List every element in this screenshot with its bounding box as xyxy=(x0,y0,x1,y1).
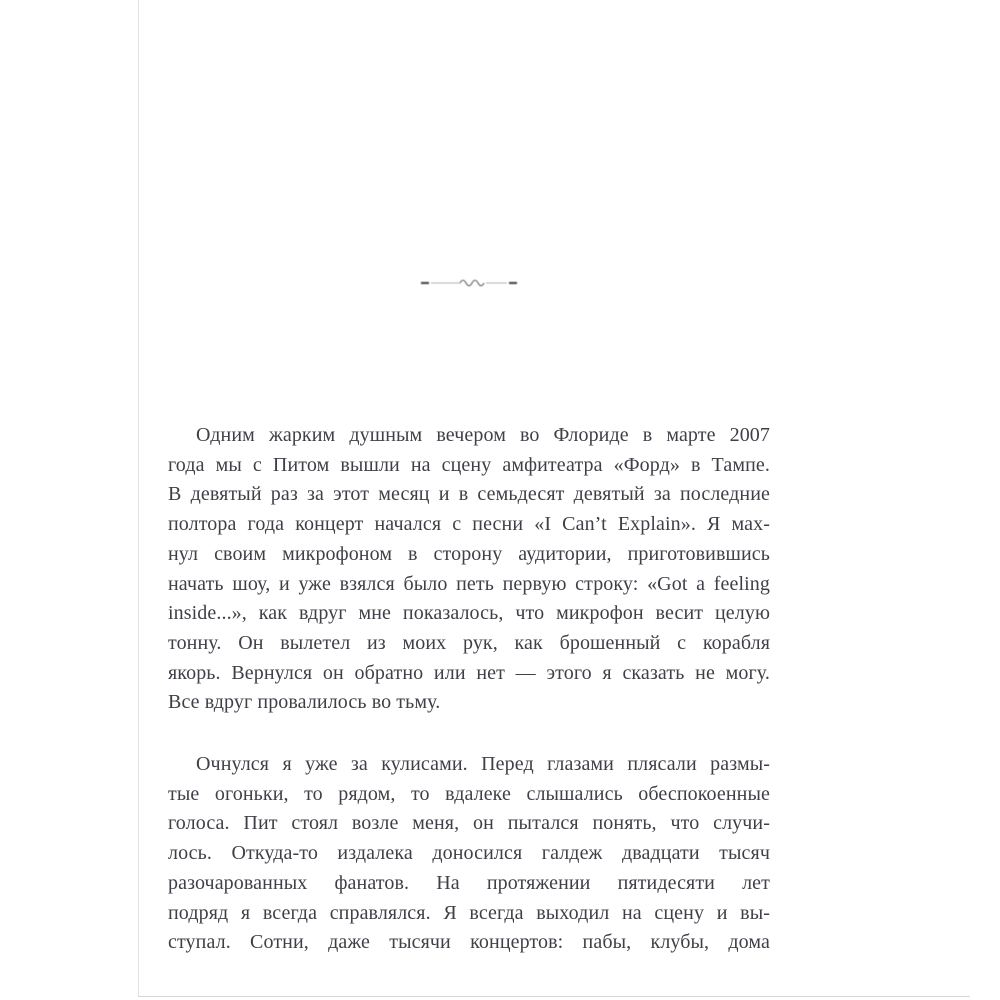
text-line: inside...», как вдруг мне показалось, что микрофон весит целую xyxy=(168,602,770,625)
text-line: Очнулся я уже за кулисами. Перед глазами плясали размы- xyxy=(196,753,770,776)
paragraph xyxy=(168,421,770,718)
text-line: ступал. Сотни, даже тысячи концертов: пабы, клубы, дома xyxy=(168,931,770,954)
text-line: В девятый раз за этот месяц и в семьдесят девятый за последние xyxy=(168,483,770,506)
page-scan-edge-vertical xyxy=(138,0,139,997)
text-line: голоса. Пит стоял возле меня, он пытался понять, что случи- xyxy=(168,812,770,835)
text-line: Все вдруг провалилось во тьму. xyxy=(168,691,441,714)
text-line: Одним жарким душным вечером во Флориде в марте 2007 xyxy=(196,424,770,446)
text-line: тонну. Он вылетел из моих рук, как брошенный с корабля xyxy=(168,631,770,654)
paragraph xyxy=(168,750,770,958)
text-line: подряд я всегда справлялся. Я всегда выходил на сцену и вы- xyxy=(168,901,770,924)
text-line: лось. Откуда-то издалека доносился галдеж двадцати тысяч xyxy=(168,842,770,865)
page-scan-edge-bottom xyxy=(138,996,970,997)
text-line: начать шоу, и уже взялся было петь первую строку: «Got a feeling xyxy=(168,572,770,595)
text-line: полтора года концерт начался с песни «I Can’t Explain». Я мах- xyxy=(168,513,770,536)
text-line: нул своим микрофоном в сторону аудитории, приготовившись xyxy=(168,542,770,565)
body-text xyxy=(168,421,770,958)
text-line: якорь. Вернулся он обратно или нет — этого я сказать не могу. xyxy=(168,661,770,684)
text-line: тые огоньки, то рядом, то вдалеке слышались обеспокоенные xyxy=(168,782,770,805)
section-divider-ornament xyxy=(419,276,519,290)
text-line: года мы с Питом вышли на сцену амфитеатра «Форд» в Тампе. xyxy=(168,453,770,476)
text-line: разочарованных фанатов. На протяжении пятидесяти лет xyxy=(168,871,770,894)
